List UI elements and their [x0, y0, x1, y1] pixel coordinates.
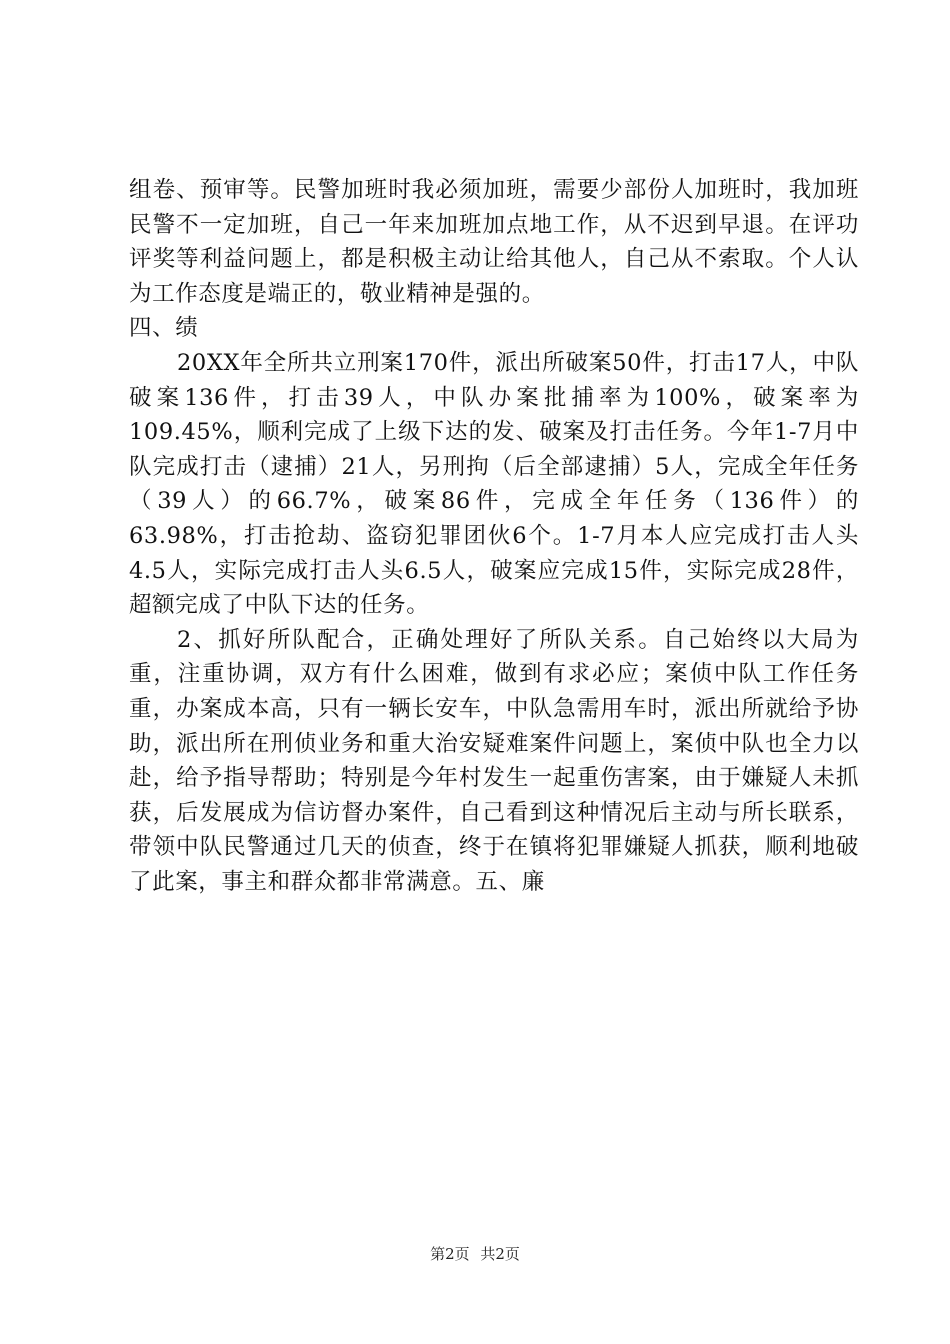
paragraph-case-statistics: 20XX年全所共立刑案170件，派出所破案50件，打击17人，中队破案136件，打击39人，中队办案批捕率为100%，破案率为109.45%，顺利完成了上级下达的发、破案及打击任务。今年1-7月中队完成打击（逮捕）21人，另刑拘（后全部逮捕）5人，完成全年任务（39人）的66.7%，破案86件，完成全年任务（136件）的63.98%，打击抢劫、盗窃犯罪团伙6个。1-7月本人应完成打击人头4.5人，实际完成打击人头6.5人，破案应完成15件，实际完成28件，超额完成了中队下达的任务。 [129, 349, 859, 619]
page-footer [0, 1244, 950, 1264]
document-body [129, 173, 859, 899]
page-number: 第2页 [430, 1245, 470, 1263]
paragraph-work-attitude: 组卷、预审等。民警加班时我必须加班，需要少部份人加班时，我加班民警不一定加班，自己一年来加班加点地工作，从不迟到早退。在评功评奖等利益问题上，都是积极主动让给其他人，自己从不索取。个人认为工作态度是端正的，敬业精神是强的。 [129, 177, 859, 307]
paragraph-cooperation: 2、抓好所队配合，正确处理好了所队关系。自己始终以大局为重，注重协调，双方有什么困难，做到有求必应；案侦中队工作任务重，办案成本高，只有一辆长安车，中队急需用车时，派出所就给予协助，派出所在刑侦业务和重大治安疑难案件问题上，案侦中队也全力以赴，给予指导帮助；特别是今年村发生一起重伤害案，由于嫌疑人未抓获，后发展成为信访督办案件，自己看到这种情况后主动与所长联系，带领中队民警通过几天的侦查，终于在镇将犯罪嫌疑人抓获，顺利地破了此案，事主和群众都非常满意。五、廉 [129, 626, 859, 895]
section-heading-achievements: 四、绩 [129, 315, 199, 342]
page-total: 共2页 [480, 1245, 520, 1263]
